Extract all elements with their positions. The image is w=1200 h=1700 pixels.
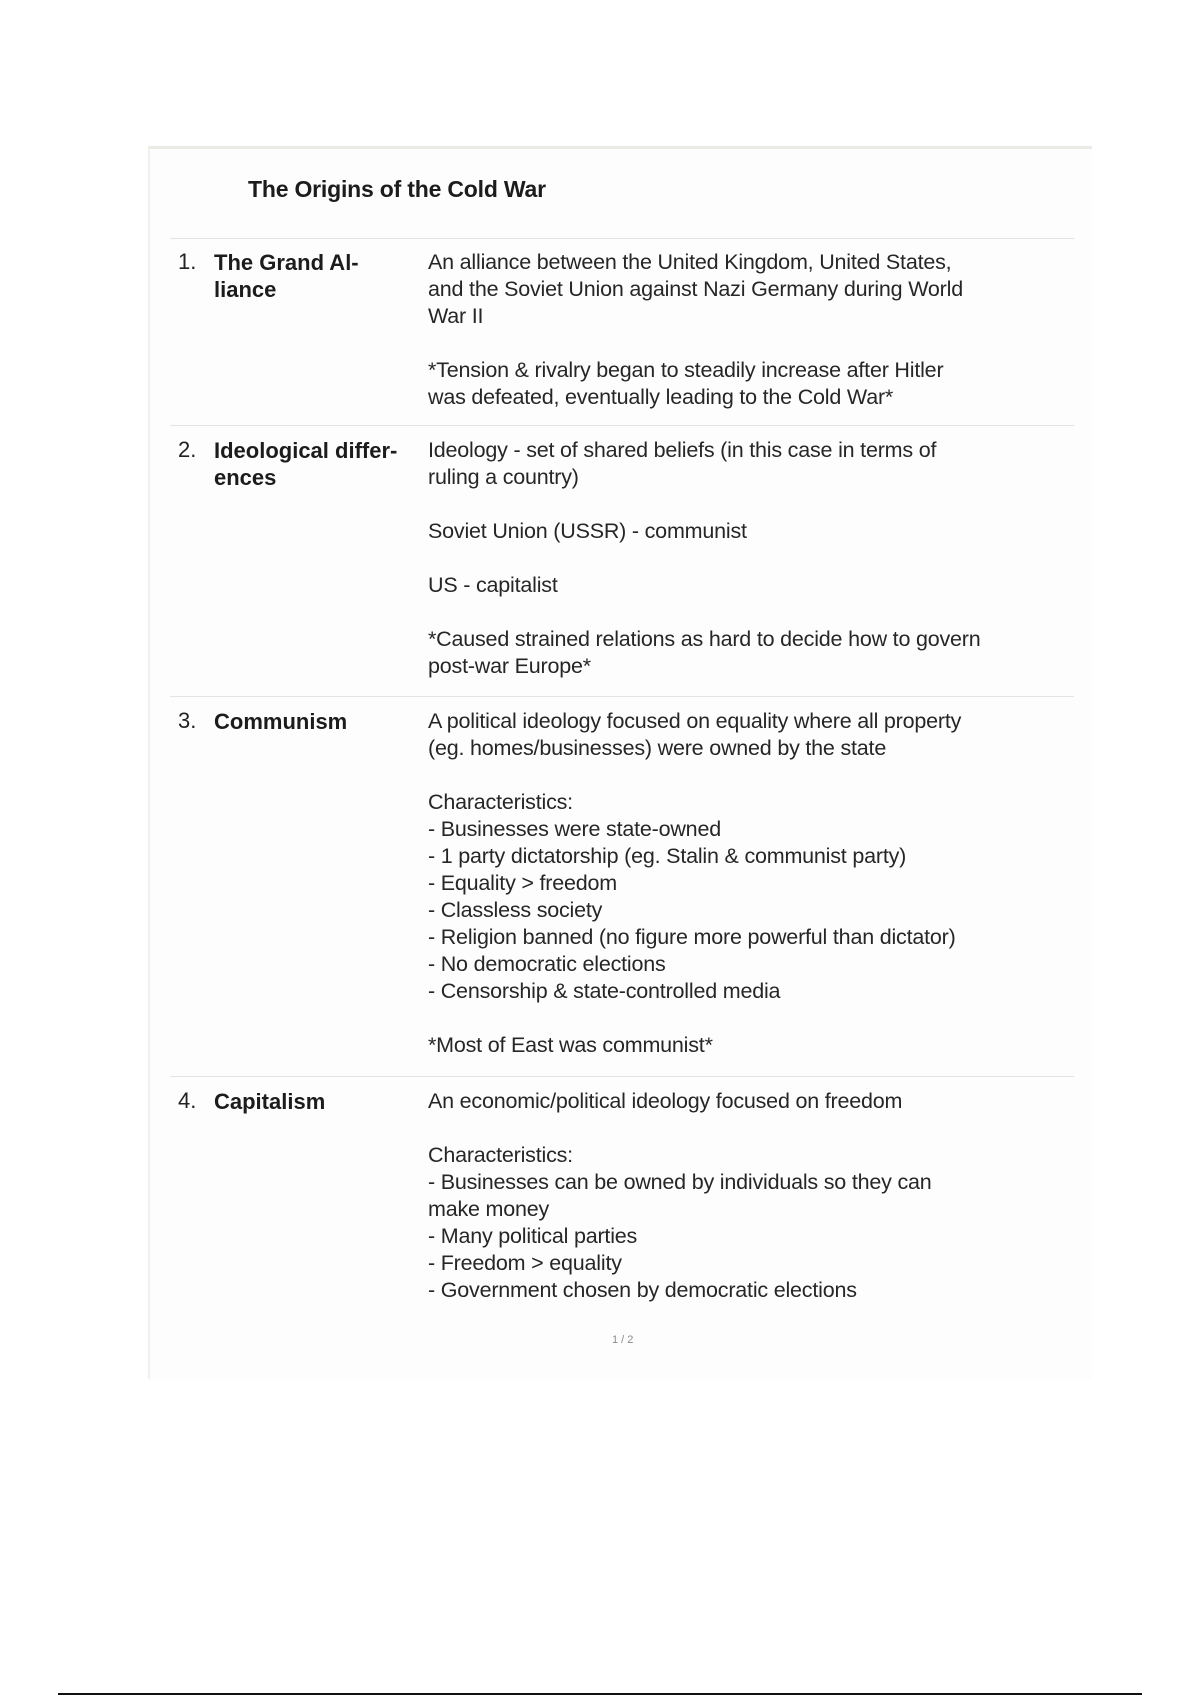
row-divider: [170, 696, 1074, 697]
definition-paragraph: [428, 789, 1068, 1005]
text-line: US - capitalist: [428, 573, 558, 597]
term-line: Ideological differ-: [214, 438, 398, 463]
entry-term: [214, 708, 424, 735]
row-divider: [170, 1076, 1074, 1077]
entry-definition: [428, 437, 1068, 680]
entry-number: 2.: [178, 437, 197, 462]
entry-definition: [428, 249, 1068, 411]
text-line: *Caused strained relations as hard to decide how to govern: [428, 627, 981, 651]
page-indicator: 1 / 2: [612, 1334, 634, 1346]
text-line: ruling a country): [428, 465, 579, 489]
text-line: Ideology - set of shared beliefs (in this case in terms of: [428, 438, 937, 462]
entry-number: 1.: [178, 249, 197, 274]
text-line: - No democratic elections: [428, 952, 666, 976]
term-line: Communism: [214, 709, 348, 734]
definition-paragraph: [428, 1088, 1068, 1115]
text-line: Soviet Union (USSR) - communist: [428, 519, 747, 543]
definition-paragraph: [428, 708, 1068, 762]
text-line: post-war Europe*: [428, 654, 591, 678]
text-line: - Freedom > equality: [428, 1251, 622, 1275]
text-line: Characteristics:: [428, 790, 573, 814]
text-line: An economic/political ideology focused on freedom: [428, 1089, 903, 1113]
entry-number: 3.: [178, 708, 197, 733]
text-line: *Tension & rivalry began to steadily increase after Hitler: [428, 358, 944, 382]
text-line: A political ideology focused on equality where all property: [428, 709, 962, 733]
footer-divider: [58, 1693, 1142, 1695]
text-line: was defeated, eventually leading to the Cold War*: [428, 385, 894, 409]
row-divider: [170, 425, 1074, 426]
text-line: *Most of East was communist*: [428, 1033, 713, 1057]
entry-number: 4.: [178, 1088, 197, 1113]
entry-term: [214, 437, 424, 491]
entry-term: [214, 1088, 424, 1115]
entry-definition: [428, 708, 1068, 1059]
text-line: (eg. homes/businesses) were owned by the state: [428, 736, 887, 760]
text-line: - Classless society: [428, 898, 603, 922]
text-line: and the Soviet Union against Nazi Germany during World: [428, 277, 963, 301]
definition-paragraph: [428, 518, 1068, 545]
term-line: Capitalism: [214, 1089, 326, 1114]
text-line: Characteristics:: [428, 1143, 573, 1167]
text-line: make money: [428, 1197, 550, 1221]
definition-paragraph: [428, 357, 1068, 411]
definition-paragraph: [428, 626, 1068, 680]
text-line: War II: [428, 304, 484, 328]
definition-paragraph: [428, 1142, 1068, 1304]
term-line: ences: [214, 465, 277, 490]
definition-paragraph: [428, 437, 1068, 491]
entry-term: [214, 249, 424, 303]
text-line: An alliance between the United Kingdom, United States,: [428, 250, 952, 274]
entry-definition: [428, 1088, 1068, 1304]
text-line: - Government chosen by democratic elections: [428, 1278, 857, 1302]
term-line: liance: [214, 277, 277, 302]
term-line: The Grand Al-: [214, 250, 359, 275]
definition-paragraph: [428, 1032, 1068, 1059]
document-title: The Origins of the Cold War: [248, 176, 546, 202]
text-line: - 1 party dictatorship (eg. Stalin & communist party): [428, 844, 907, 868]
text-line: - Religion banned (no figure more powerful than dictator): [428, 925, 956, 949]
text-line: - Businesses can be owned by individuals so they can: [428, 1170, 932, 1194]
text-line: - Equality > freedom: [428, 871, 617, 895]
text-line: - Many political parties: [428, 1224, 638, 1248]
definition-paragraph: [428, 572, 1068, 599]
text-line: - Censorship & state-controlled media: [428, 979, 781, 1003]
definition-paragraph: [428, 249, 1068, 330]
row-divider: [170, 238, 1074, 239]
text-line: - Businesses were state-owned: [428, 817, 721, 841]
